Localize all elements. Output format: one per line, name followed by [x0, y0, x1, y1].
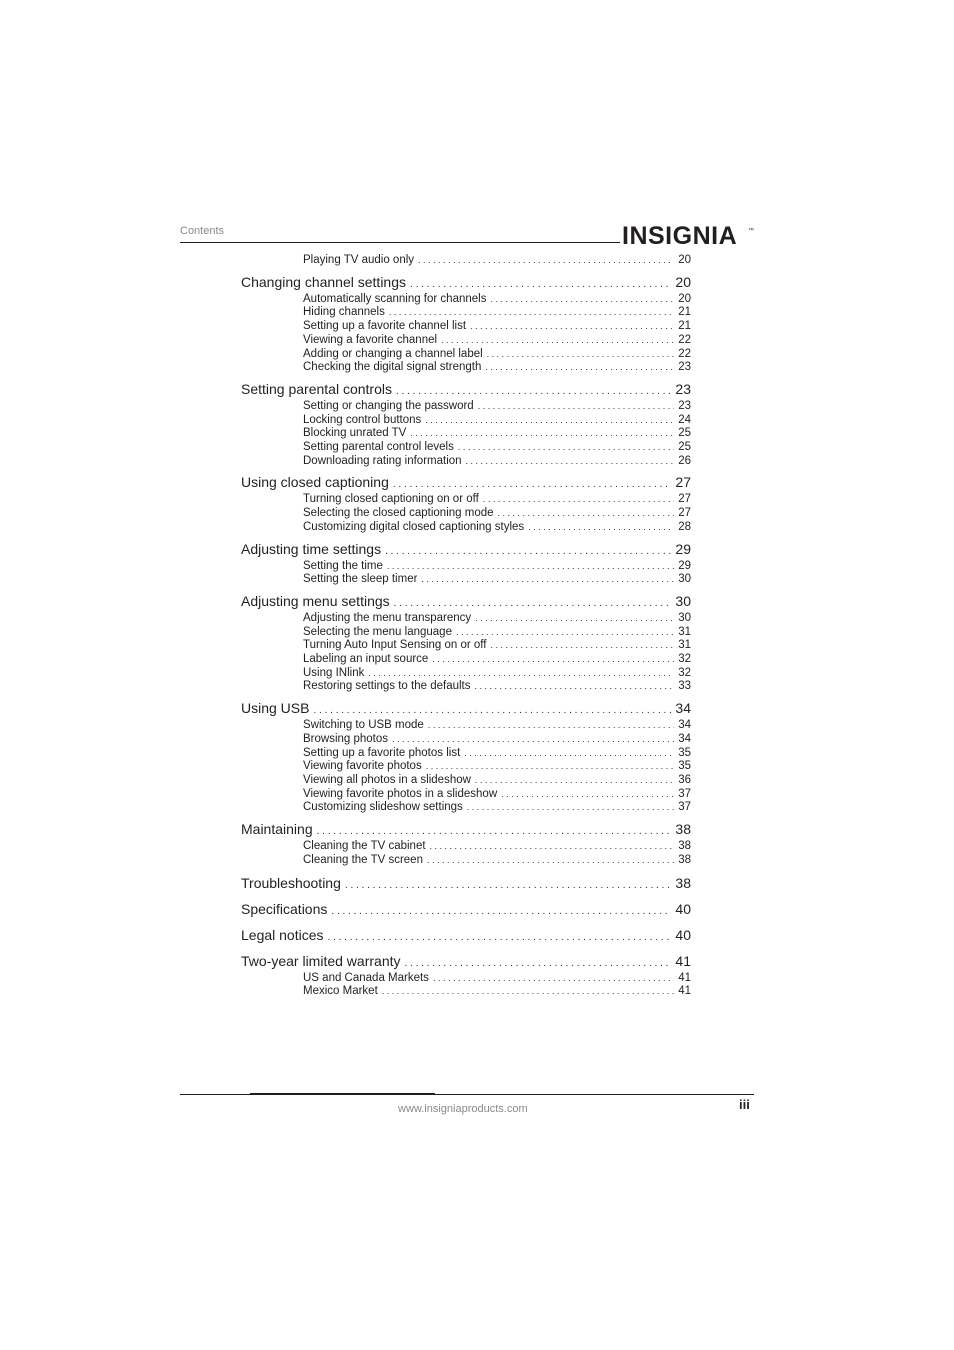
toc-entry-title: Setting parental control levels	[303, 441, 454, 454]
logo-trademark: ™	[748, 228, 754, 234]
footer-rule-accent	[250, 1093, 435, 1095]
toc-entry[interactable]	[303, 455, 691, 469]
toc-entry-title: Switching to USB mode	[303, 719, 424, 732]
toc-entry-title: US and Canada Markets	[303, 971, 429, 984]
toc-entry-page: 30	[678, 611, 691, 624]
toc-entry[interactable]	[303, 400, 691, 414]
toc-entry-title: Adding or changing a channel label	[303, 347, 483, 360]
toc-section-title: Two-year limited warranty	[241, 952, 401, 969]
toc-leader	[328, 929, 672, 946]
toc-entry[interactable]	[303, 653, 691, 667]
toc-entry[interactable]	[303, 788, 691, 802]
toc-section[interactable]	[241, 541, 691, 560]
toc-entry-page: 21	[678, 320, 691, 333]
toc-leader	[418, 254, 674, 268]
toc-entry-page: 23	[678, 361, 691, 374]
toc-section-title: Legal notices	[241, 926, 324, 943]
toc-section-page: 20	[675, 273, 691, 290]
toc-entry-page: 41	[678, 971, 691, 984]
toc-entry-title: Blocking unrated TV	[303, 427, 407, 440]
toc-section-title: Using closed captioning	[241, 474, 389, 491]
toc-section-page: 27	[675, 474, 691, 491]
toc-entry-page: 37	[678, 787, 691, 800]
toc-leader	[393, 476, 672, 493]
toc-leader	[385, 543, 671, 560]
toc-entry-title: Customizing slideshow settings	[303, 801, 463, 814]
toc-leader	[487, 348, 675, 362]
toc-entry-title: Mexico Market	[303, 985, 378, 998]
toc-leader	[368, 667, 674, 681]
toc-entry[interactable]	[303, 612, 691, 626]
toc-leader	[491, 639, 675, 653]
toc-leader	[478, 400, 675, 414]
toc-entry[interactable]	[303, 719, 691, 733]
toc-section[interactable]	[241, 381, 691, 400]
toc-leader	[394, 595, 672, 612]
toc-entry-page: 27	[678, 493, 691, 506]
toc-entry-page: 32	[678, 666, 691, 679]
toc-leader	[396, 383, 671, 400]
toc-section[interactable]	[241, 875, 691, 894]
toc-entry-page: 31	[678, 625, 691, 638]
table-of-contents	[241, 254, 691, 999]
insignia-logo	[622, 219, 754, 249]
toc-section-title: Adjusting menu settings	[241, 592, 390, 609]
toc-entry[interactable]	[303, 972, 691, 986]
toc-leader	[485, 361, 674, 375]
toc-section[interactable]	[241, 821, 691, 840]
toc-leader	[441, 334, 674, 348]
toc-entry-title: Setting the time	[303, 559, 383, 572]
toc-leader	[387, 560, 674, 574]
toc-section-page: 40	[675, 926, 691, 943]
toc-entry[interactable]	[303, 293, 691, 307]
toc-leader	[470, 320, 674, 334]
toc-entry-page: 22	[678, 347, 691, 360]
toc-leader	[345, 877, 672, 894]
toc-section-title: Setting parental controls	[241, 380, 392, 397]
toc-section-title: Specifications	[241, 900, 328, 917]
toc-entry[interactable]	[303, 639, 691, 653]
toc-leader	[467, 801, 674, 815]
toc-entry-title: Viewing favorite photos	[303, 760, 422, 773]
toc-leader	[464, 747, 674, 761]
toc-leader	[456, 626, 674, 640]
toc-entry-page: 27	[678, 507, 691, 520]
toc-section-page: 40	[675, 900, 691, 917]
toc-section-page: 29	[675, 540, 691, 557]
toc-leader	[475, 612, 674, 626]
toc-section-page: 30	[675, 592, 691, 609]
toc-entry-title: Cleaning the TV screen	[303, 853, 423, 866]
toc-entry[interactable]	[303, 840, 691, 854]
toc-section-page: 34	[675, 700, 691, 717]
section-label: Contents	[180, 225, 225, 237]
toc-entry[interactable]	[303, 348, 691, 362]
toc-entry-page: 29	[678, 559, 691, 572]
toc-entry-page: 23	[678, 399, 691, 412]
toc-section-title: Changing channel settings	[241, 273, 407, 290]
toc-leader	[389, 306, 674, 320]
toc-entry-title: Setting up a favorite photos list	[303, 746, 461, 759]
toc-entry-title: Turning Auto Input Sensing on or off	[303, 639, 487, 652]
toc-entry-title: Hiding channels	[303, 306, 385, 319]
header-rule	[180, 242, 620, 243]
toc-section[interactable]	[241, 274, 691, 293]
toc-entry-title: Cleaning the TV cabinet	[303, 840, 426, 853]
toc-entry-page: 28	[678, 520, 691, 533]
toc-entry-title: Viewing favorite photos in a slideshow	[303, 787, 498, 800]
toc-entry-page: 26	[678, 454, 691, 467]
toc-entry-title: Browsing photos	[303, 732, 389, 745]
toc-entry-page: 35	[678, 746, 691, 759]
toc-entry[interactable]	[303, 747, 691, 761]
toc-entry[interactable]	[303, 733, 691, 747]
toc-leader	[432, 653, 674, 667]
toc-entry-page: 34	[678, 719, 691, 732]
toc-leader	[433, 972, 674, 986]
toc-entry[interactable]	[303, 361, 691, 375]
toc-entry[interactable]	[303, 854, 691, 868]
toc-entry-page: 21	[678, 306, 691, 319]
toc-section-page: 38	[675, 874, 691, 891]
toc-leader	[410, 427, 674, 441]
toc-section[interactable]	[241, 593, 691, 612]
footer-url: www.insigniaproducts.com	[398, 1103, 528, 1115]
toc-entry-title: Setting or changing the password	[303, 399, 474, 412]
toc-section-title: Adjusting time settings	[241, 540, 382, 557]
toc-entry-page: 22	[678, 333, 691, 346]
toc-section-page: 23	[675, 380, 691, 397]
toc-leader	[466, 455, 675, 469]
logo-wordmark: INSIGNIA	[622, 222, 738, 249]
toc-leader	[410, 276, 671, 293]
toc-entry-title: Labeling an input source	[303, 653, 429, 666]
toc-entry[interactable]	[303, 306, 691, 320]
toc-section-title: Troubleshooting	[241, 874, 341, 891]
toc-entry[interactable]	[303, 985, 691, 999]
toc-leader	[490, 293, 674, 307]
toc-leader	[428, 719, 674, 733]
toc-entry[interactable]	[303, 320, 691, 334]
toc-entry[interactable]	[303, 626, 691, 640]
toc-leader	[475, 774, 674, 788]
toc-entry-page: 37	[678, 801, 691, 814]
toc-entry[interactable]	[303, 667, 691, 681]
toc-entry[interactable]	[303, 507, 691, 521]
toc-entry-title: Checking the digital signal strength	[303, 361, 482, 374]
toc-section[interactable]	[241, 953, 691, 972]
toc-entry[interactable]	[303, 493, 691, 507]
toc-entry[interactable]	[303, 521, 691, 535]
toc-section[interactable]	[241, 474, 691, 493]
toc-entry[interactable]	[303, 414, 691, 428]
toc-entry-page: 33	[678, 680, 691, 693]
toc-entry-page: 38	[678, 853, 691, 866]
toc-entry[interactable]	[303, 680, 691, 694]
toc-leader	[426, 760, 675, 774]
toc-entry-title: Adjusting the menu transparency	[303, 611, 472, 624]
toc-entry-title: Turning closed captioning on or off	[303, 493, 479, 506]
toc-entry-page: 36	[678, 773, 691, 786]
toc-entry[interactable]	[303, 560, 691, 574]
toc-entry-page: 24	[678, 413, 691, 426]
toc-entry-title: Downloading rating information	[303, 454, 462, 467]
toc-entry-page: 35	[678, 760, 691, 773]
toc-section-page: 41	[675, 952, 691, 969]
toc-leader	[392, 733, 674, 747]
toc-entry-page: 25	[678, 427, 691, 440]
toc-leader	[528, 521, 674, 535]
toc-entry-title: Customizing digital closed captioning styles	[303, 520, 525, 533]
toc-entry-title: Setting the sleep timer	[303, 573, 418, 586]
toc-entry-title: Viewing all photos in a slideshow	[303, 773, 471, 786]
toc-entry-title: Playing TV audio only	[303, 254, 415, 266]
toc-entry-title: Automatically scanning for channels	[303, 292, 487, 305]
toc-section-page: 38	[675, 821, 691, 838]
toc-entry-page: 38	[678, 840, 691, 853]
toc-section[interactable]	[241, 700, 691, 719]
toc-entry[interactable]	[303, 427, 691, 441]
toc-leader	[501, 788, 674, 802]
toc-entry-page: 20	[678, 292, 691, 305]
toc-entry-page: 34	[678, 732, 691, 745]
toc-entry-title: Selecting the closed captioning mode	[303, 507, 494, 520]
toc-leader	[382, 985, 674, 999]
toc-leader	[405, 955, 672, 972]
page-number: iii	[739, 1097, 750, 1112]
toc-entry[interactable]	[303, 774, 691, 788]
toc-entry[interactable]	[303, 441, 691, 455]
toc-entry-title: Restoring settings to the defaults	[303, 680, 471, 693]
toc-entry-page: 31	[678, 639, 691, 652]
toc-leader	[317, 823, 672, 840]
toc-leader	[483, 493, 674, 507]
toc-entry-page: 32	[678, 653, 691, 666]
toc-entry-title: Using INlink	[303, 666, 365, 679]
toc-entry-title: Setting up a favorite channel list	[303, 320, 467, 333]
toc-entry[interactable]	[303, 254, 691, 268]
toc-leader	[421, 573, 674, 587]
toc-leader	[498, 507, 675, 521]
toc-section[interactable]	[241, 901, 691, 920]
toc-leader	[425, 414, 674, 428]
toc-leader	[313, 702, 671, 719]
toc-leader	[458, 441, 674, 455]
toc-entry-page: 30	[678, 573, 691, 586]
toc-entry-page: 20	[678, 254, 691, 266]
toc-entry-title: Locking control buttons	[303, 413, 422, 426]
toc-leader	[427, 854, 674, 868]
toc-entry[interactable]	[303, 760, 691, 774]
toc-leader	[430, 840, 675, 854]
toc-leader	[331, 903, 671, 920]
toc-entry-page: 25	[678, 441, 691, 454]
toc-leader	[475, 680, 675, 694]
toc-entry-title: Selecting the menu language	[303, 625, 452, 638]
toc-entry-title: Viewing a favorite channel	[303, 333, 438, 346]
toc-entry-page: 41	[678, 985, 691, 998]
toc-section-title: Maintaining	[241, 821, 313, 838]
toc-section-title: Using USB	[241, 700, 310, 717]
toc-entry[interactable]	[303, 334, 691, 348]
toc-section[interactable]	[241, 927, 691, 946]
toc-entry[interactable]	[303, 801, 691, 815]
toc-entry[interactable]	[303, 573, 691, 587]
